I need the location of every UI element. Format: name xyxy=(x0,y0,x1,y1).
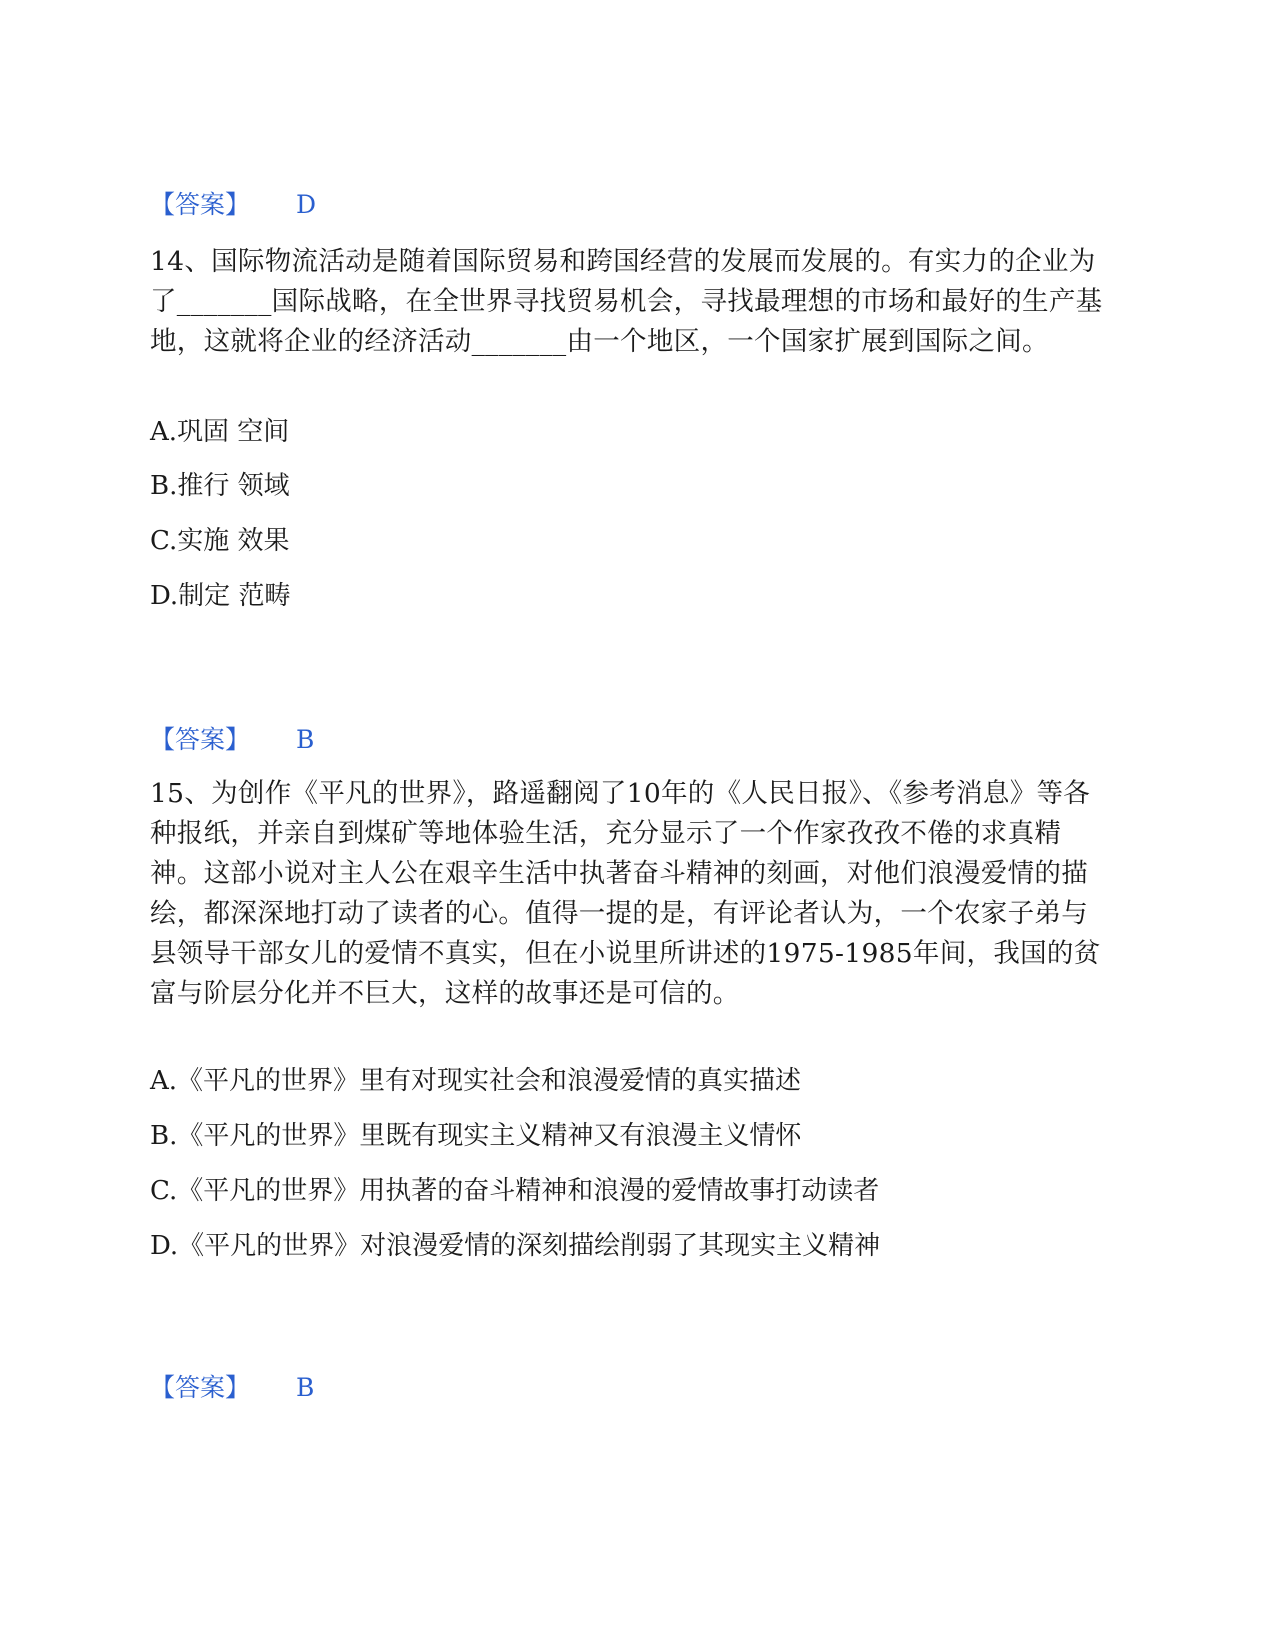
question-14-option-d: D.制定 范畴 xyxy=(150,581,291,611)
answer-value: B xyxy=(296,1373,315,1402)
question-15-option-c: C.《平凡的世界》用执著的奋斗精神和浪漫的爱情故事打动读者 xyxy=(150,1176,880,1206)
question-15-option-d: D.《平凡的世界》对浪漫爱情的深刻描绘削弱了其现实主义精神 xyxy=(150,1231,881,1261)
answer-label-13 xyxy=(150,190,316,220)
answer-value: D xyxy=(296,190,317,219)
answer-label-14 xyxy=(150,725,314,755)
question-15-stem: 15、为创作《平凡的世界》，路遥翻阅了10年的《人民日报》、《参考消息》等各种报纸，并亲自到煤矿等地体验生活，充分显示了一个作家孜孜不倦的求真精神。这部小说对主人公在艰辛生活中执著奋斗精神的刻画，对他们浪漫爱情的描绘，都深深地打动了读者的心。值得一提的是，有评论者认为，一个农家子弟与县领导干部女儿的爱情不真实，但在小说里所讲述的1975-1985年间，我国的贫富与阶层分化并不巨大，这样的故事还是可信的。 xyxy=(150,778,1101,1009)
question-15-option-b: B.《平凡的世界》里既有现实主义精神又有浪漫主义情怀 xyxy=(150,1121,802,1151)
answer-label-15 xyxy=(150,1373,314,1403)
question-15-option-a: A.《平凡的世界》里有对现实社会和浪漫爱情的真实描述 xyxy=(150,1066,802,1096)
answer-value: B xyxy=(296,725,315,754)
question-14-option-c: C.实施 效果 xyxy=(150,526,290,556)
question-14-stem: 14、国际物流活动是随着国际贸易和跨国经营的发展而发展的。有实力的企业为了_______国际战略，在全世界寻找贸易机会，寻找最理想的市场和最好的生产基地，这就将企业的经济活动_______由一个地区，一个国家扩展到国际之间。 xyxy=(150,246,1103,357)
answer-bracket: 【答案】 xyxy=(150,190,251,219)
question-14-option-b: B.推行 领域 xyxy=(150,471,290,501)
answer-bracket: 【答案】 xyxy=(150,1373,251,1402)
answer-bracket: 【答案】 xyxy=(150,725,251,754)
question-14-option-a: A.巩固 空间 xyxy=(150,417,290,447)
